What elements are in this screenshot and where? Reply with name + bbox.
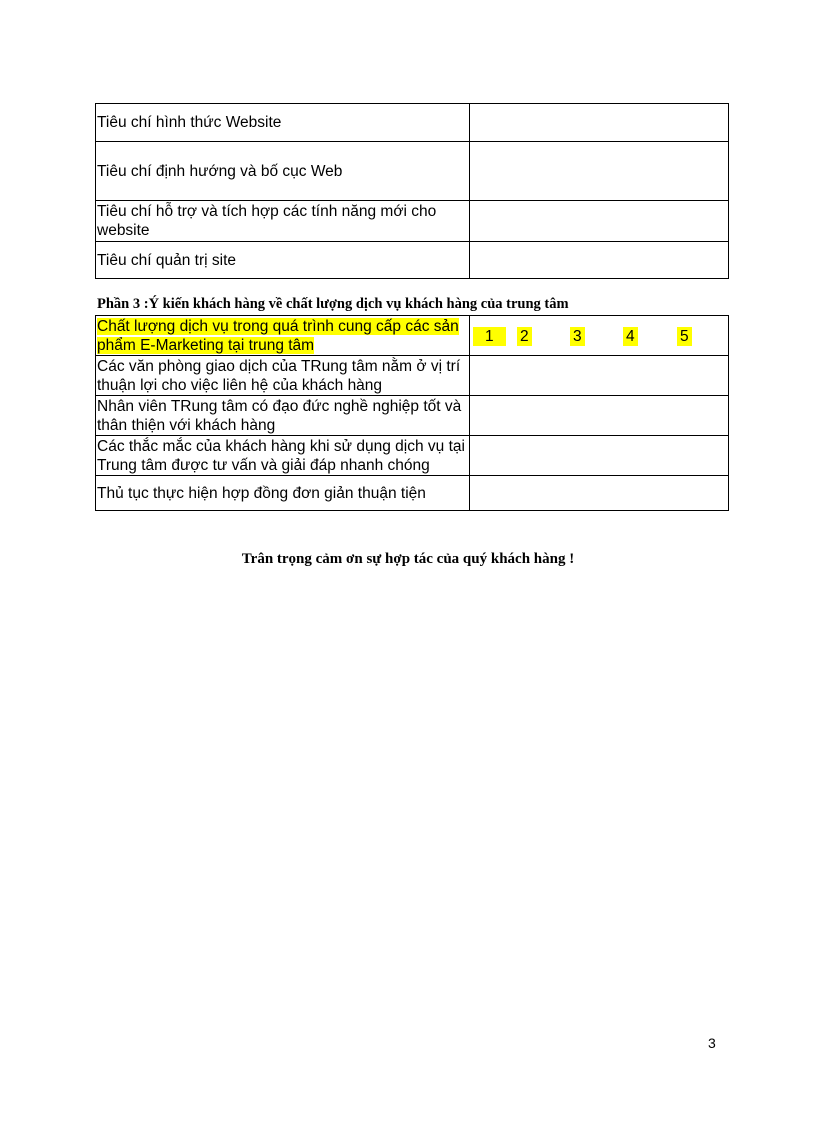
criteria-label: Tiêu chí quản trị site: [96, 242, 470, 279]
criteria-label: Tiêu chí hỗ trợ và tích hợp các tính năng mới cho website: [96, 201, 470, 242]
answer-cell: [470, 476, 729, 511]
table-row: [96, 396, 729, 436]
criteria-label: [96, 316, 470, 356]
table-row: [96, 104, 729, 142]
closing-thanks: Trân trọng cảm ơn sự hợp tác của quý khách hàng !: [241, 551, 575, 567]
answer-cell: [470, 356, 729, 396]
rating-cell: [470, 316, 729, 356]
rating-4[interactable]: 4: [623, 327, 638, 346]
section-3-title: Phần 3 :Ý kiến khách hàng về chất lượng dịch vụ khách hàng của trung tâm: [97, 296, 569, 312]
criteria-label: Các thắc mắc của khách hàng khi sử dụng dịch vụ tại Trung tâm được tư vấn và giải đáp nhanh chóng: [96, 436, 470, 476]
answer-cell: [470, 142, 729, 201]
answer-cell: [470, 242, 729, 279]
table-row: [96, 436, 729, 476]
criteria-label: Tiêu chí định hướng và bố cục Web: [96, 142, 470, 201]
service-quality-table: [95, 315, 729, 511]
rating-2[interactable]: 2: [517, 327, 532, 346]
answer-cell: [470, 201, 729, 242]
rating-1[interactable]: 1: [473, 327, 506, 346]
answer-cell: [470, 396, 729, 436]
table-row: [96, 142, 729, 201]
rating-scale: [470, 317, 728, 355]
table-row: [96, 201, 729, 242]
rating-5[interactable]: 5: [677, 327, 692, 346]
rating-3[interactable]: 3: [570, 327, 585, 346]
table-row: [96, 356, 729, 396]
criteria-label: Các văn phòng giao dịch của TRung tâm nằm ở vị trí thuận lợi cho việc liên hệ của khách hàng: [96, 356, 470, 396]
highlighted-label: Chất lượng dịch vụ trong quá trình cung cấp các sản phẩm E-Marketing tại trung tâm: [97, 317, 459, 354]
table-row: [96, 476, 729, 511]
answer-cell: [470, 436, 729, 476]
criteria-label: Nhân viên TRung tâm có đạo đức nghề nghiệp tốt và thân thiện với khách hàng: [96, 396, 470, 436]
table-row: [96, 316, 729, 356]
page-number: 3: [708, 1035, 716, 1051]
website-criteria-table: [95, 103, 729, 279]
table-row: [96, 242, 729, 279]
criteria-label: Thủ tục thực hiện hợp đồng đơn giản thuận tiện: [96, 476, 470, 511]
answer-cell: [470, 104, 729, 142]
criteria-label: Tiêu chí hình thức Website: [96, 104, 470, 142]
